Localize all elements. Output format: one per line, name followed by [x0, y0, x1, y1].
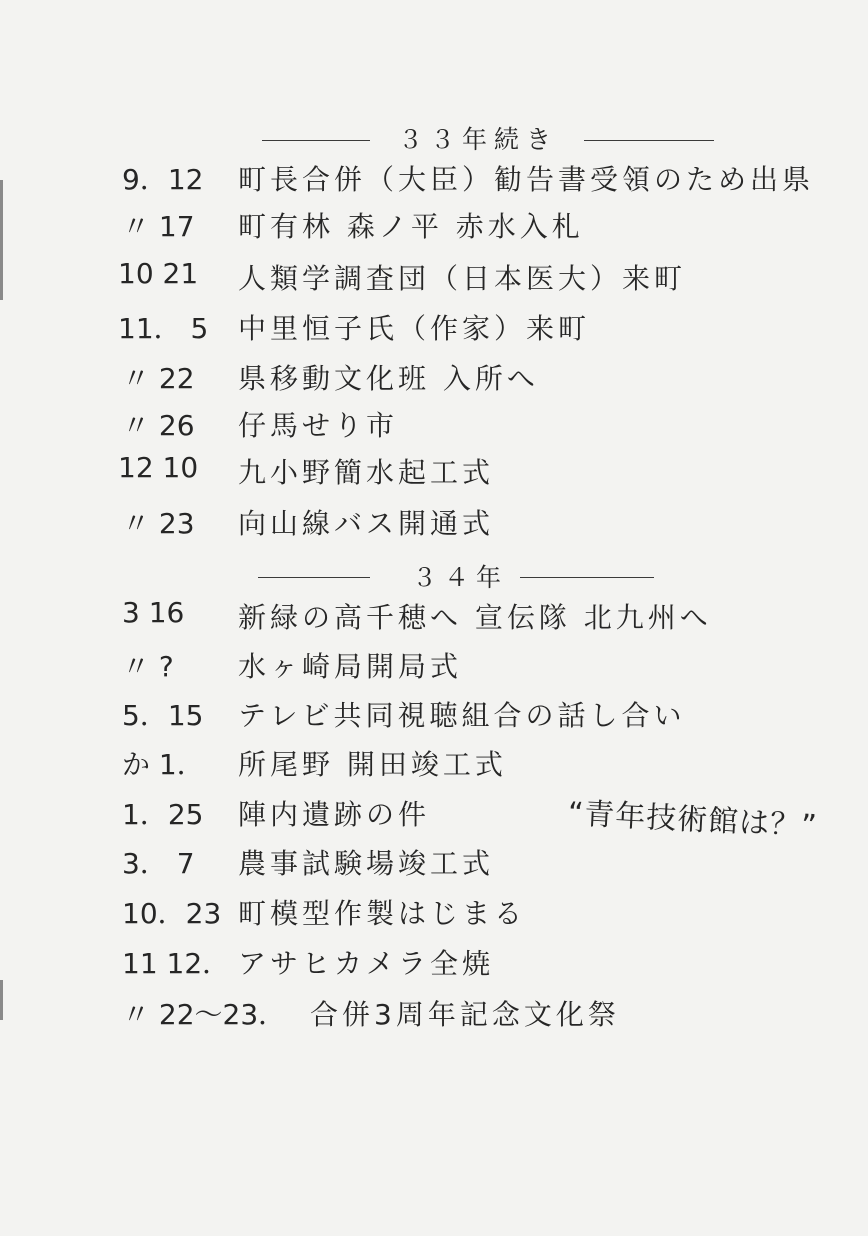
entry-date: 11． 5: [118, 312, 209, 345]
entry-text: 新緑の高千穂へ 宣伝隊 北九州へ: [238, 601, 712, 634]
entry-date: 11 12．: [122, 947, 231, 980]
section-title-1958: ３３年続き: [398, 125, 559, 154]
chronology-entry: [0, 150, 868, 198]
entry-date: 9．12: [122, 163, 204, 196]
entry-date: 〃 ?: [122, 650, 174, 683]
chronology-entry: [0, 735, 868, 783]
entry-date: 10．23: [122, 897, 222, 930]
entry-date: 〃 17: [122, 210, 195, 243]
section-title-1959: ３４年: [412, 563, 509, 592]
entry-date: 10 21: [118, 257, 199, 290]
entry-date: か 1．: [122, 748, 205, 781]
entry-text: 所尾野 開田竣工式: [238, 748, 507, 781]
entry-text: 合併3周年記念文化祭: [310, 998, 620, 1031]
entry-text: アサヒカメラ全焼: [238, 947, 495, 980]
chronology-entry: [0, 834, 868, 882]
entry-date: 〃 23: [122, 507, 195, 540]
chronology-entry: [0, 637, 868, 685]
chronology-entry: [0, 494, 868, 542]
chronology-entry: [0, 443, 868, 491]
entry-date: 1．25: [122, 798, 204, 831]
entry-date: 〃 26: [122, 409, 195, 442]
chronology-entry: [0, 349, 868, 397]
entry-date: 5．15: [122, 699, 204, 732]
entry-text: 仔馬せり市: [238, 409, 399, 442]
entry-text: 農事試験場竣工式: [238, 847, 495, 880]
entry-text: 県移動文化班 入所へ: [238, 362, 539, 395]
entry-text: 九小野簡水起工式: [238, 456, 495, 489]
chronology-entry: [0, 934, 868, 982]
scan-edge-mark: [0, 980, 3, 1020]
header-rule-right: [584, 140, 714, 141]
header-rule-right: [520, 577, 654, 578]
chronology-entry: [0, 197, 868, 245]
entry-text: 町模型作製はじまる: [238, 897, 527, 930]
header-rule-left: [262, 140, 370, 141]
header-rule-left: [258, 577, 370, 578]
entry-date: 〃 22: [122, 362, 195, 395]
chronology-entry: [0, 588, 868, 636]
entry-date: 〃 22～23．: [122, 998, 287, 1031]
entry-date: 3 16: [122, 596, 185, 629]
entry-text: 町長合併（大臣）勧告書受領のため出県: [238, 163, 815, 196]
entry-text: 陣内遺跡の件: [238, 798, 431, 831]
scan-edge-mark: [0, 180, 3, 300]
entry-text: 水ヶ崎局開局式: [238, 650, 463, 683]
entry-text: 町有林 森ノ平 赤水入札: [238, 210, 584, 243]
chronology-entry: [0, 249, 868, 297]
chronology-entry: [0, 884, 868, 932]
entry-text: 向山線バス開通式: [238, 507, 495, 540]
chronology-entry: [0, 299, 868, 347]
chronology-entry: [0, 396, 868, 444]
entry-text: 人類学調査団（日本医大）来町: [238, 262, 687, 295]
chronology-entry: [0, 686, 868, 734]
margin-note: “青年技術館は？”: [566, 796, 819, 845]
entry-date: 12 10: [118, 451, 199, 484]
chronology-entry: [0, 985, 868, 1033]
entry-text: テレビ共同視聴組合の話し合い: [238, 699, 686, 732]
entry-date: 3． 7: [122, 847, 195, 880]
entry-text: 中里恒子氏（作家）来町: [238, 312, 591, 345]
